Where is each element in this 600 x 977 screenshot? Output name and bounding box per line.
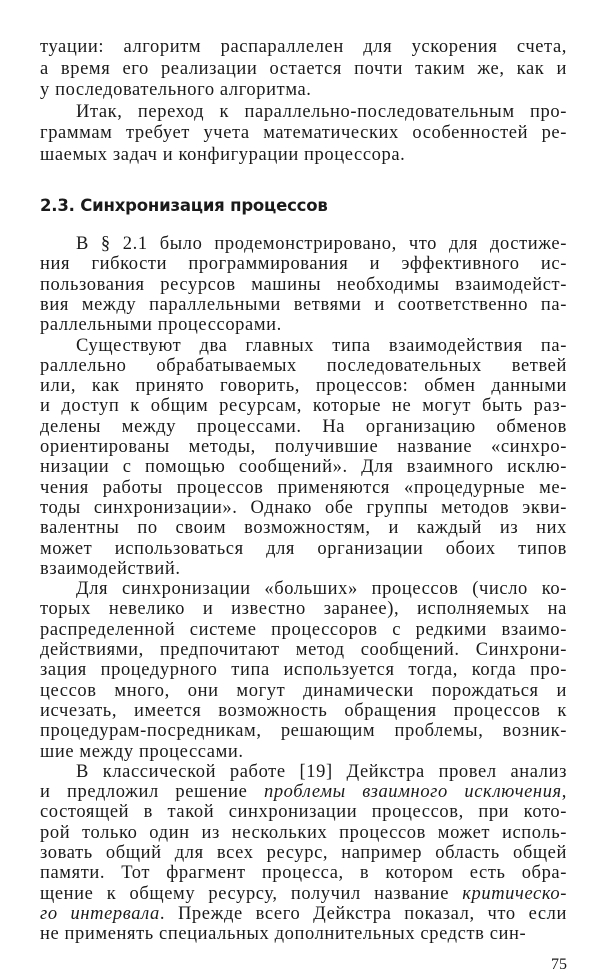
italic-term: проблемы взаимного исключения [263,782,562,803]
text-line: памяти. Тот фрагмент процесса, в котором есть обра- [40,863,567,884]
text-line: тоды синхронизации». Однако обе группы методов экви- [40,497,567,518]
text-line: В классической работе [19] Дейкстра провел анализ [76,761,567,782]
text-line: Для синхронизации «больших» процессов (число ко- [76,579,567,600]
text-line: и доступ к общим ресурсам, которые не могут быть раз- [40,396,567,417]
text-segment: щение к общему ресурсу, получил название [40,883,463,904]
text-line: граммам требует учета математических особенностей ре- [40,123,567,144]
text-line: или, как принято говорить, процессов: обмен данными [40,376,567,397]
text-line: раллельно обрабатываемых последовательных ветвей [40,355,567,376]
text-line: зация процедурного типа используется тогда, когда про- [40,660,567,681]
text-segment: , [561,782,567,803]
text-line: состоящей в такой синхронизации процессов, при кото- [40,802,567,823]
text-line: В § 2.1 было продемонстрировано, что для достиже- [76,234,567,254]
text-line [40,884,567,904]
text-line: торых невелико и известно заранее), исполняемых на [40,599,567,620]
text-line: может использоваться для организации обоих типов [40,538,567,559]
text-line: шаемых задач и конфигурации процессора. [40,145,406,165]
text-line: процедурам-посредникам, решающим проблемы, возник- [40,721,567,742]
text-line: рой только один из нескольких процессов может исполь- [40,822,567,843]
text-line: пользования ресурсов машины необходимы взаимодейст- [40,274,567,295]
section-heading: 2.3. Синхронизация процессов [40,196,328,215]
italic-term: критическо- [462,883,567,904]
text-line: распределенной системе процессоров с редкими взаимо- [40,619,567,640]
text-line: делены между процессами. На организацию обменов [40,416,567,437]
text-line: исчезать, имеется возможность обращения процессов к [40,700,567,721]
text-line: Итак, переход к параллельно-последовательным про- [76,101,567,122]
text-line [40,782,567,802]
text-line: действиями, предпочитают метод сообщений. Синхрони- [40,640,567,660]
text-line: шие между процессами. [40,741,244,762]
text-line: цессов много, они могут динамически порождаться и [40,680,567,701]
text-line: ориентированы методы, получившие название «синхро- [40,437,567,457]
text-line: Существуют два главных типа взаимодействия па- [76,335,567,356]
text-segment: и предложил решение [40,782,264,803]
text-line: низации с помощью сообщений». Для взаимного исклю- [40,457,567,478]
text-line: туации: алгоритм распараллелен для ускорения счета, [40,37,567,57]
text-line: не применять специальных дополнительных средств син- [40,924,527,945]
text-line: у последовательного алгоритма. [40,80,312,101]
text-line: валентны по своим возможностям, и каждый из них [40,518,567,539]
text-line: зовать общий для всех ресурс, например область общей [40,843,567,863]
text-line [40,904,567,924]
text-line: вия между параллельными ветвями и соответственно па- [40,294,567,315]
text-line: чения работы процессов применяются «процедурные ме- [40,477,567,498]
page-number: 75 [551,956,567,973]
text-line: взаимодействий. [40,558,181,579]
text-segment: . Прежде всего Дейкстра показал, что если [159,903,567,924]
text-line: ния гибкости программирования и эффективного ис- [40,254,567,275]
text-line: раллельными процессорами. [40,315,282,336]
italic-term: го интервала [40,903,160,924]
text-line: а время его реализации остается почти таким же, как и [40,58,567,79]
